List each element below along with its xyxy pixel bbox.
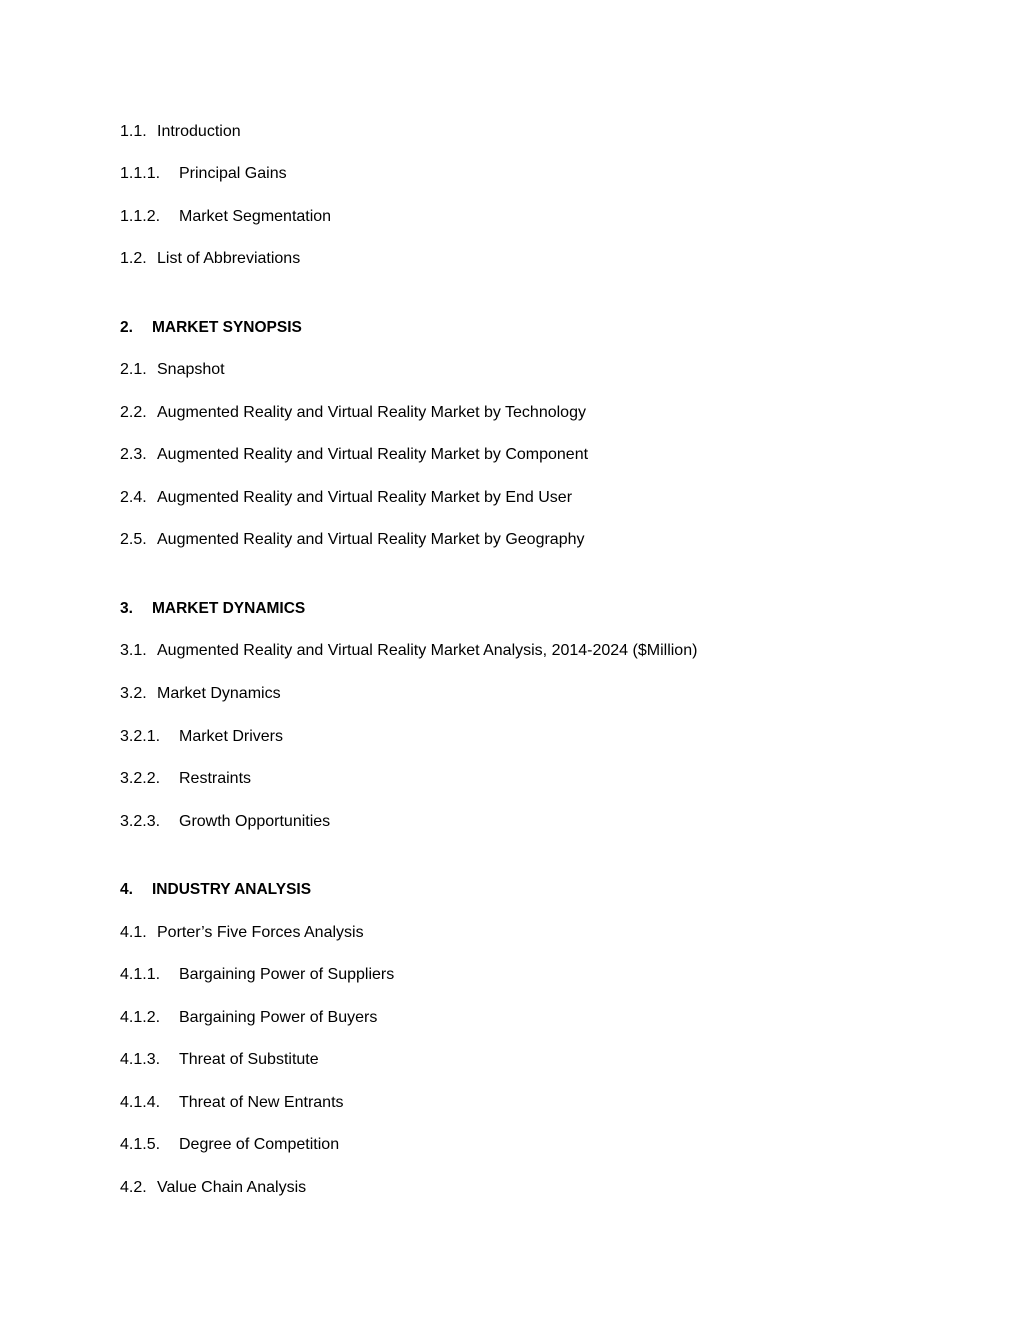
toc-entry-title: Market Drivers [179, 728, 284, 745]
toc-entry-number: 3.2.3. [120, 813, 161, 830]
toc-section-heading-4 [120, 880, 311, 900]
toc-entry-title: INDUSTRY ANALYSIS [152, 881, 312, 898]
toc-section-heading-3 [120, 599, 305, 619]
toc-entry-2-2 [120, 403, 586, 423]
toc-entry-title: Market Segmentation [179, 208, 332, 225]
toc-entry-3-2-3 [120, 812, 330, 832]
toc-entry-title: Bargaining Power of Buyers [179, 1009, 378, 1026]
toc-entry-title: MARKET SYNOPSIS [152, 319, 302, 336]
toc-entry-number: 4.1.1. [120, 966, 161, 983]
toc-entry-1-1-2 [120, 207, 331, 227]
toc-entry-4-1-1 [120, 965, 394, 985]
toc-entry-number: 4.1.2. [120, 1009, 161, 1026]
toc-entry-number: 2.4. [120, 489, 147, 506]
toc-entry-3-2-2 [120, 769, 251, 789]
toc-entry-title: Augmented Reality and Virtual Reality Market by Geography [157, 531, 585, 548]
toc-entry-number: 2.1. [120, 361, 147, 378]
toc-entry-2-4 [120, 488, 572, 508]
toc-entry-number: 1.1.1. [120, 165, 161, 182]
toc-entry-title: Augmented Reality and Virtual Reality Market Analysis, 2014-2024 ($Million) [157, 642, 698, 659]
toc-section-heading-2 [120, 318, 302, 338]
toc-entry-title: Threat of Substitute [179, 1051, 319, 1068]
toc-entry-title: Threat of New Entrants [179, 1094, 344, 1111]
toc-entry-title: List of Abbreviations [157, 250, 301, 267]
toc-entry-4-1-2 [120, 1008, 377, 1028]
toc-entry-title: Augmented Reality and Virtual Reality Market by Component [157, 446, 589, 463]
toc-entry-title: Porter’s Five Forces Analysis [157, 924, 364, 941]
toc-entry-number: 4.1.3. [120, 1051, 161, 1068]
toc-entry-number: 2. [120, 319, 133, 336]
toc-entry-1-2 [120, 249, 300, 269]
toc-entry-number: 3.2.2. [120, 770, 161, 787]
toc-entry-number: 4.2. [120, 1179, 147, 1196]
toc-entry-number: 1.1. [120, 123, 147, 140]
toc-entry-number: 3.2.1. [120, 728, 161, 745]
toc-entry-4-1 [120, 923, 364, 943]
toc-entry-number: 4.1.4. [120, 1094, 161, 1111]
toc-entry-title: Market Dynamics [157, 685, 281, 702]
toc-entry-4-1-3 [120, 1050, 319, 1070]
toc-entry-number: 4.1. [120, 924, 147, 941]
toc-entry-2-1 [120, 360, 225, 380]
toc-entry-number: 3. [120, 600, 133, 617]
toc-entry-1-1-1 [120, 164, 287, 184]
toc-entry-title: Augmented Reality and Virtual Reality Market by Technology [157, 404, 586, 421]
toc-entry-4-1-5 [120, 1135, 339, 1155]
toc-entry-title: Growth Opportunities [179, 813, 331, 830]
toc-entry-number: 3.2. [120, 685, 147, 702]
toc-entry-3-2 [120, 684, 281, 704]
toc-entry-number: 2.2. [120, 404, 147, 421]
toc-entry-number: 4. [120, 881, 133, 898]
toc-entry-title: Bargaining Power of Suppliers [179, 966, 395, 983]
toc-entry-title: Restraints [179, 770, 252, 787]
toc-entry-number: 2.5. [120, 531, 147, 548]
toc-entry-number: 4.1.5. [120, 1136, 161, 1153]
toc-entry-title: Degree of Competition [179, 1136, 340, 1153]
toc-entry-4-2 [120, 1178, 306, 1198]
toc-entry-title: Introduction [157, 123, 241, 140]
toc-entry-2-3 [120, 445, 588, 465]
toc-entry-number: 1.2. [120, 250, 147, 267]
toc-entry-number: 1.1.2. [120, 208, 161, 225]
toc-entry-title: MARKET DYNAMICS [152, 600, 306, 617]
toc-entry-3-2-1 [120, 727, 283, 747]
toc-entry-4-1-4 [120, 1093, 344, 1113]
toc-entry-2-5 [120, 530, 584, 550]
toc-entry-3-1 [120, 641, 697, 661]
toc-entry-1-1 [120, 122, 241, 142]
toc-entry-title: Value Chain Analysis [157, 1179, 307, 1196]
toc-entry-number: 2.3. [120, 446, 147, 463]
toc-entry-title: Augmented Reality and Virtual Reality Market by End User [157, 489, 573, 506]
toc-entry-title: Principal Gains [179, 165, 287, 182]
toc-entry-title: Snapshot [157, 361, 225, 378]
toc-entry-number: 3.1. [120, 642, 147, 659]
